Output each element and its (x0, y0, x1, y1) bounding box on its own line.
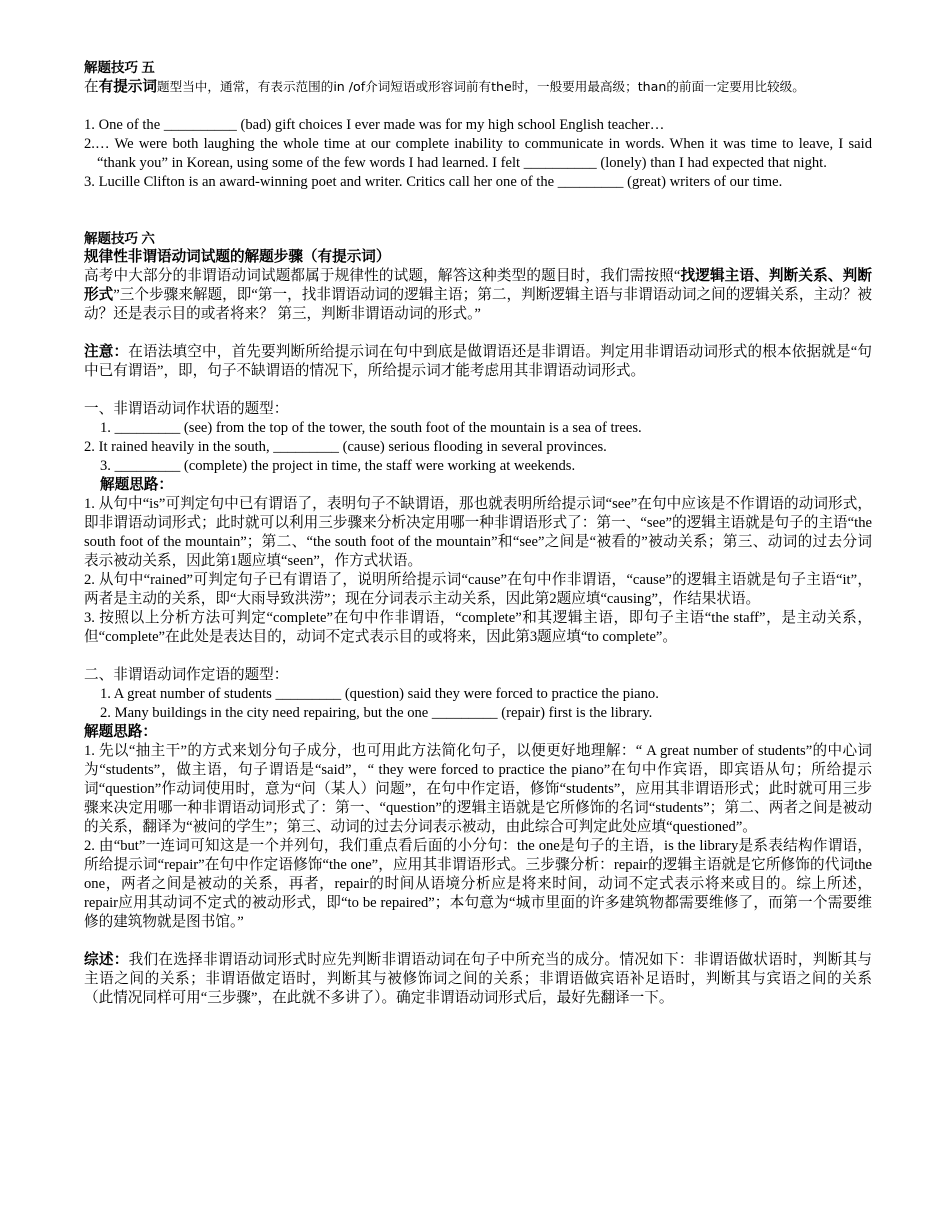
spacer (84, 932, 872, 951)
tip5-item-2: 2.… We were both laughing the whole time at our complete inability to communicate in words. When it was time to leave, I said “thank you” in Korean, using some of the few words I had learned. I felt __________ (lonely) than I had expected that night. (84, 136, 872, 171)
section2-analysis-label: 解题思路： (84, 724, 157, 740)
section1-item-2: 2. It rained heavily in the south, _________ (cause) serious flooding in several provinces. (84, 439, 607, 455)
summary (84, 951, 872, 1008)
tip5-intro-bold: 有提示词 (98, 79, 157, 95)
section2-title: 二、非谓语动词作定语的题型： (84, 667, 289, 683)
tip6-note (84, 343, 872, 381)
section2-item-2: 2. Many buildings in the city need repairing, but the one _________ (repair) first is the library. (100, 705, 653, 721)
tip6-heading: 解题技巧 六 (84, 231, 155, 246)
section1-analysis-label: 解题思路： (100, 477, 173, 493)
tip6-intro-b: ”三个步骤来解题，即“第一，找非谓语动词的逻辑主语；第二，判断逻辑主语与非谓语动词之间的逻辑关系，主动？被动？还是表示目的或者将来？ 第三，判断非谓语动词的形式。” (84, 287, 872, 322)
spacer (84, 647, 872, 666)
section1-analysis-2: 2. 从句中“rained”可判定句子已有谓语了，说明所给提示词“cause”在句中作非谓语，“cause”的逻辑主语就是句子主语“it”，两者是主动的关系，即“大雨导致洪涝”；现在分词表示主动关系，因此第2题应填“causing”，作结果状语。 (84, 572, 872, 607)
section1-analysis-1: 1. 从句中“is”可判定句中已有谓语了，表明句子不缺谓语，那也就表明所给提示词“see”在句中应该是不作谓语的动词形式，即非谓语动词形式；此时就可以利用三步骤来分析决定用哪一种非谓语形式了：第一、“see”的逻辑主语就是句子的主语“the south foot of the mountain”；第二、“the south foot of the mountain”和“see”之间是“被看的”被动关系；第三、动词的过去分词表示被动关系，因此第1题应填“seen”，作方式状语。 (84, 496, 872, 569)
tip6-intro (84, 267, 872, 324)
spacer (84, 381, 872, 400)
summary-text: 我们在选择非谓语动词形式时应先判断非谓语动词在句子中所充当的成分。情况如下：非谓语做状语时，判断其与主语之间的关系；非谓语做定语时，判断其与被修饰词之间的关系；非谓语做宾语补足语时，判断其与宾语之间的关系（此情况同样可用“三步骤”，在此就不多讲了）。确定非谓语动词形式后，最好先翻译一下。 (84, 952, 872, 1006)
tip6-intro-a: 高考中大部分的非谓语动词试题都属于规律性的试题，解答这种类型的题目时，我们需按照“ (84, 268, 681, 284)
summary-label: 综述： (84, 952, 129, 968)
spacer (84, 324, 872, 343)
section2-item-1: 1. A great number of students _________ (question) said they were forced to practice the piano. (100, 686, 659, 702)
section1-item-1: 1. _________ (see) from the top of the tower, the south foot of the mountain is a sea of trees. (100, 420, 642, 436)
section1-item-3: 3. _________ (complete) the project in time, the staff were working at weekends. (100, 458, 576, 474)
spacer (84, 97, 872, 116)
tip5-intro-a: 在 (84, 79, 99, 95)
tip6-note-label: 注意： (84, 344, 129, 360)
spacer (84, 211, 872, 229)
tip5-intro (84, 77, 872, 97)
section2-analysis-2: 2. 由“but”一连词可知这是一个并列句，我们重点看后面的小分句：the one是句子的主语，is the library是系表结构作谓语，所给提示词“repair”在句中作定语修饰“the one”，应用其非谓语形式。三步骤分析：repair的逻辑主语就是它所修饰的代词the one，两者之间是被动的关系，再者，repair的时间从语境分析应是将来时间，动词不定式表示将来或目的。综上所述，repair应用其动词不定式的被动形式，即“to be repaired”；本句意为“城市里面的许多建筑物都需要维修了，而第一个需要维修的建筑物就是图书馆。” (84, 838, 872, 930)
section1-analysis-3: 3. 按照以上分析方法可判定“complete”在句中作非谓语，“complete”和其逻辑主语，即句子主语“the staff”，是主动关系，但“complete”在此处是表达目的，动词不定式表示目的或将来，因此第3题应填“to complete”。 (84, 610, 872, 645)
section2-analysis-1: 1. 先以“抽主干”的方式来划分句子成分，也可用此方法简化句子，以便更好地理解：“ A great number of students”的中心词为“students”，做主语，句子谓语是“said”，“ they were forced to practice the piano”在句中作宾语，即宾语从句；所给提示词“question”作动词使用时，意为“问（某人）问题”，在句中作定语，修饰“students”，应用其非谓语形式；此时就可用三步骤来决定用哪一种非谓语动词形式了：第一、“question”的逻辑主语就是它所修饰的名词“students”；第二、两者之间是被动的关系，翻译为“被问的学生”；第三、动词的过去分词表示被动，由此综合可判定此处应填“questioned”。 (84, 743, 872, 835)
tip5-heading: 解题技巧 五 (84, 60, 155, 75)
section1-title: 一、非谓语动词作状语的题型： (84, 401, 289, 417)
tip5-item-1: 1. One of the __________ (bad) gift choices I ever made was for my high school English teacher… (84, 117, 665, 133)
tip6-note-text: 在语法填空中，首先要判断所给提示词在句中到底是做谓语还是非谓语。判定用非谓语动词形式的根本依据就是“句中已有谓语”，即，句子不缺谓语的情况下，所给提示词才能考虑用其非谓语动词形式。 (84, 344, 872, 379)
tip6-intro-bold: 找逻辑主语、判断关系、判断形式 (84, 268, 872, 303)
tip5-item-3: 3. Lucille Clifton is an award-winning poet and writer. Critics call her one of the _________ (great) writers of our time. (84, 174, 783, 190)
spacer (84, 192, 872, 211)
document-page (84, 58, 872, 1008)
tip5-intro-b: 题型当中，通常，有表示范围的in /of介词短语或形容词前有the时，一般要用最高级；than的前面一定要用比较级。 (157, 79, 805, 94)
tip6-subheading: 规律性非谓语动词试题的解题步骤（有提示词） (84, 249, 391, 265)
